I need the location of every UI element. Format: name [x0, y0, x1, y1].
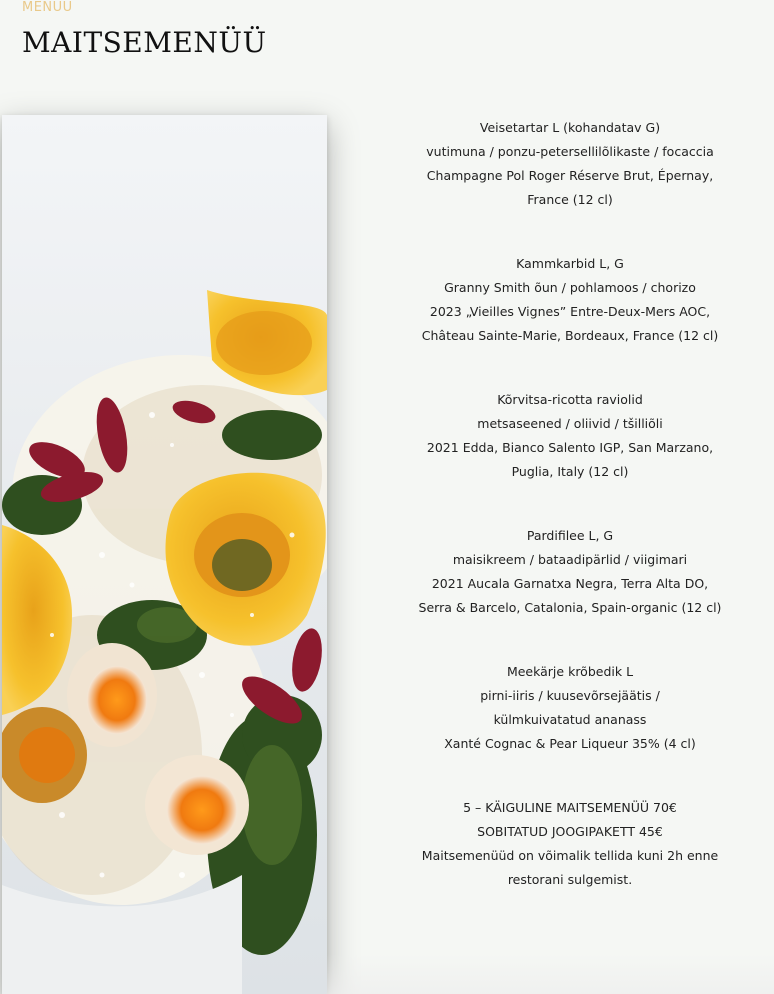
course-description: metsaseened / oliivid / tšilliõli: [477, 416, 663, 431]
course-title: Pardifilee L, G: [526, 528, 614, 543]
section-eyebrow: MENÜÜ: [22, 0, 73, 15]
drink-pairing-price: SOBITATUD JOOGIPAKETT 45€: [477, 824, 663, 839]
order-note: restorani sulgemist.: [507, 872, 633, 887]
course-pairing: Serra & Barcelo, Catalonia, Spain-organic (12 cl): [418, 600, 722, 615]
menu-price: 5 – KÄIGULINE MAITSEMENÜÜ 70€: [463, 800, 677, 815]
course-pairing: Champagne Pol Roger Réserve Brut, Épernay,: [426, 168, 714, 183]
course-pairing: Château Sainte-Marie, Bordeaux, France (12 cl): [421, 328, 719, 343]
bottom-fade: [327, 954, 774, 994]
course-title: Kammkarbid L, G: [516, 256, 624, 271]
course-pairing: 2021 Edda, Bianco Salento IGP, San Marzano,: [426, 440, 714, 455]
course-pairing: Puglia, Italy (12 cl): [511, 464, 629, 479]
course-item: [415, 116, 725, 212]
course-description: külmkuivatatud ananass: [493, 712, 647, 727]
course-title: Meekärje krõbedik L: [506, 664, 634, 679]
course-description: vutimuna / ponzu-petersellilõlikaste / focaccia: [426, 144, 714, 159]
course-description: pirni-iiris / kuusevõrsejäätis /: [480, 688, 660, 703]
course-pairing: France (12 cl): [527, 192, 613, 207]
page-title: MAITSEMENÜÜ: [22, 26, 267, 59]
course-item: [415, 388, 725, 484]
course-pairing: 2021 Aucala Garnatxa Negra, Terra Alta DO,: [431, 576, 709, 591]
course-description: Granny Smith õun / pohlamoos / chorizo: [444, 280, 696, 295]
course-pairing: Xanté Cognac & Pear Liqueur 35% (4 cl): [444, 736, 696, 751]
course-item: [415, 252, 725, 348]
course-pairing: 2023 „Vieilles Vignes” Entre-Deux-Mers AOC,: [429, 304, 711, 319]
course-title: Kõrvitsa-ricotta raviolid: [497, 392, 643, 407]
course-item: [415, 524, 725, 620]
order-note: Maitsemenüüd on võimalik tellida kuni 2h enne: [421, 848, 719, 863]
course-item: [415, 660, 725, 756]
tasting-menu-list: [415, 116, 725, 932]
course-description: maisikreem / bataadipärlid / viigimari: [452, 552, 688, 567]
menu-pricing: [415, 796, 725, 892]
food-photo: [2, 115, 327, 994]
course-title: Veisetartar L (kohandatav G): [479, 120, 661, 135]
